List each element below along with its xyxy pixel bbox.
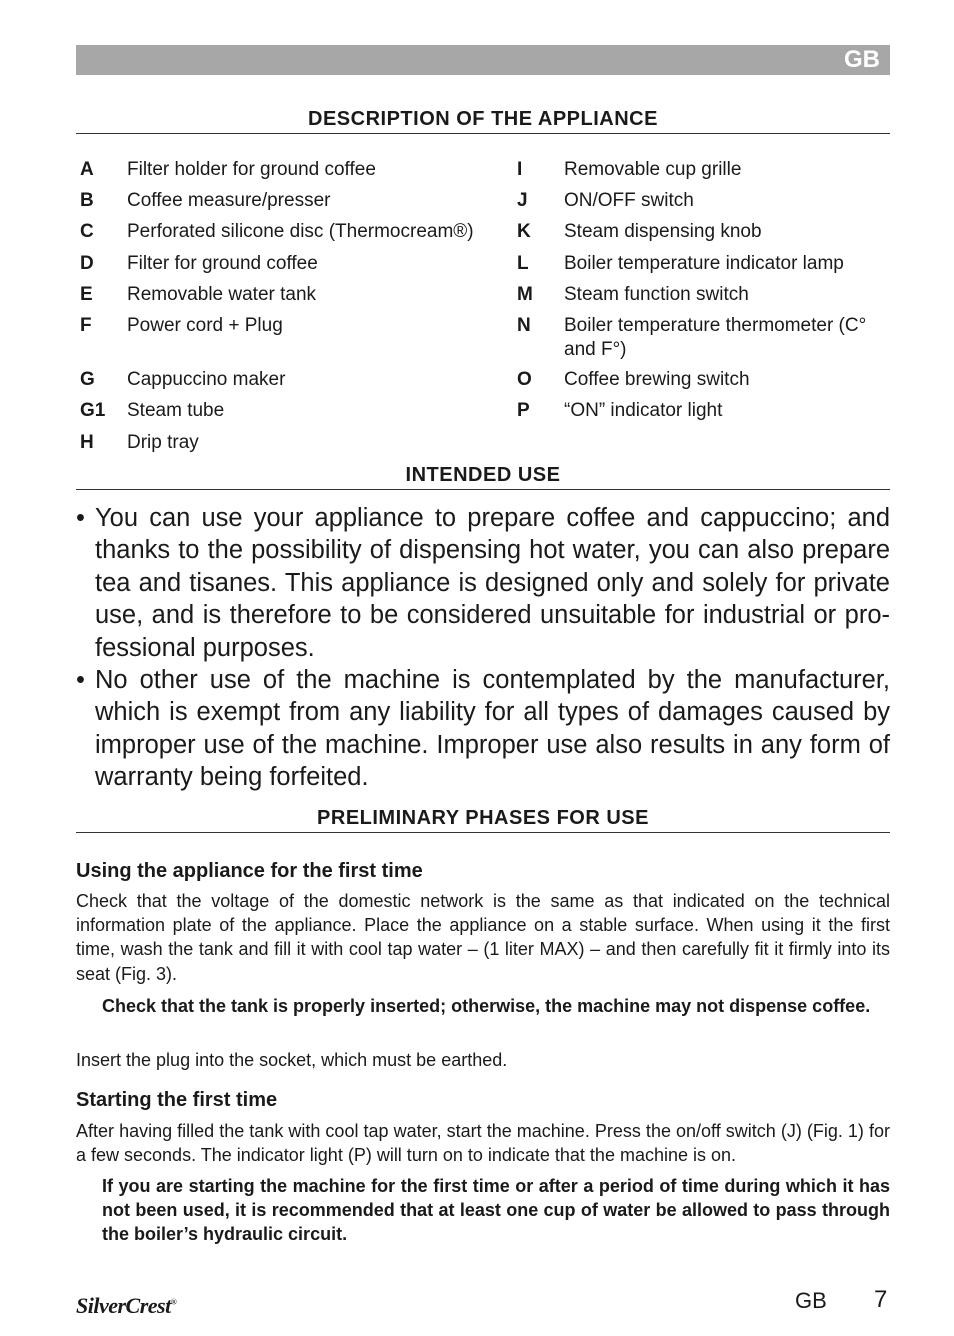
divider bbox=[76, 489, 890, 490]
bullet-text: You can use your appliance to prepare coffee and cappuccino; and thanks to the possibility of dispensing hot water, you can also prepare tea and tisanes. This appliance is designed only and solely for private use, and is therefore to be considered unsuitable for industrial or pro-fessional purposes. bbox=[95, 504, 890, 662]
brand-name: SilverCrest bbox=[76, 1293, 171, 1318]
bullet-icon: • bbox=[76, 504, 85, 532]
part-letter: H bbox=[80, 432, 94, 453]
bullet-item bbox=[76, 502, 890, 664]
footer-language: GB bbox=[795, 1288, 827, 1313]
part-description: Removable cup grille bbox=[564, 159, 742, 180]
intended-use-bullets bbox=[76, 502, 890, 794]
language-tag: GB bbox=[844, 46, 880, 73]
part-letter: N bbox=[517, 315, 531, 336]
section-title-intended-use: INTENDED USE bbox=[405, 464, 561, 486]
part-description: Cappuccino maker bbox=[127, 369, 286, 390]
divider bbox=[76, 832, 890, 833]
warning-note: Check that the tank is properly inserted; otherwise, the machine may not dispense coffee. bbox=[102, 996, 871, 1016]
part-letter: I bbox=[517, 159, 523, 180]
part-description: Filter for ground coffee bbox=[127, 253, 318, 274]
part-letter: M bbox=[517, 284, 533, 305]
bullet-item bbox=[76, 664, 890, 794]
paragraph: Insert the plug into the socket, which must be earthed. bbox=[76, 1050, 508, 1070]
part-description: Steam dispensing knob bbox=[564, 221, 762, 242]
part-letter: E bbox=[80, 284, 93, 305]
part-letter: B bbox=[80, 190, 94, 211]
warning-note: If you are starting the machine for the first time or after a period of time during which it has not been used, it is recommended that at least one cup of water be allowed to pass through the boiler’s hydraulic circuit. bbox=[102, 1176, 890, 1244]
part-description: Filter holder for ground coffee bbox=[127, 159, 376, 180]
part-description: Coffee brewing switch bbox=[564, 369, 750, 390]
part-letter: G bbox=[80, 369, 95, 390]
part-description: Removable water tank bbox=[127, 284, 317, 305]
brand-logo bbox=[76, 1293, 176, 1319]
part-letter: F bbox=[80, 315, 92, 336]
part-letter: D bbox=[80, 253, 94, 274]
section-title-description: DESCRIPTION OF THE APPLIANCE bbox=[308, 108, 658, 130]
part-letter: A bbox=[80, 159, 94, 180]
part-description: Steam function switch bbox=[564, 284, 749, 305]
sub-heading-first-use: Using the appliance for the first time bbox=[76, 860, 423, 882]
paragraph: After having filled the tank with cool tap water, start the machine. Press the on/off switch (J) (Fig. 1) for a few seconds. The indicator light (P) will turn on to indicate that the machine is on. bbox=[76, 1121, 890, 1166]
page-number: 7 bbox=[874, 1286, 888, 1313]
part-letter: C bbox=[80, 221, 94, 242]
sub-heading-starting: Starting the first time bbox=[76, 1089, 278, 1111]
part-description: Drip tray bbox=[127, 432, 199, 453]
part-letter: O bbox=[517, 369, 532, 390]
part-description: Steam tube bbox=[127, 400, 225, 421]
divider bbox=[76, 133, 890, 134]
section-title-preliminary: PRELIMINARY PHASES FOR USE bbox=[317, 807, 649, 829]
part-description: Boiler temperature thermometer (C° and F°) bbox=[564, 315, 867, 360]
header-bar bbox=[76, 45, 890, 75]
part-description: Power cord + Plug bbox=[127, 315, 283, 336]
bullet-icon: • bbox=[76, 666, 85, 695]
trademark-symbol: ® bbox=[170, 1297, 177, 1307]
part-letter: L bbox=[517, 253, 529, 274]
part-description: ON/OFF switch bbox=[564, 190, 694, 211]
part-letter: J bbox=[517, 190, 528, 211]
part-description: Boiler temperature indicator lamp bbox=[564, 253, 844, 274]
part-description: Coffee measure/presser bbox=[127, 190, 331, 211]
part-description: Perforated silicone disc (Thermocream®) bbox=[127, 221, 474, 242]
paragraph: Check that the voltage of the domestic network is the same as that indicated on the technical information plate of the appliance. Place the appliance on a stable surface. When using it the first time, wash the tank and fill it with cool tap water – (1 liter MAX) – and then carefully fit it firmly into its seat (Fig. 3). bbox=[76, 891, 890, 984]
part-letter: G1 bbox=[80, 400, 106, 421]
part-letter: K bbox=[517, 221, 531, 242]
bullet-text: No other use of the machine is contemplated by the manufacturer, which is exempt from any liability for all types of damages caused by improper use of the machine. Improper use also results in any form of warranty being forfeited. bbox=[95, 666, 890, 792]
part-letter: P bbox=[517, 400, 530, 421]
part-description: “ON” indicator light bbox=[564, 400, 723, 421]
